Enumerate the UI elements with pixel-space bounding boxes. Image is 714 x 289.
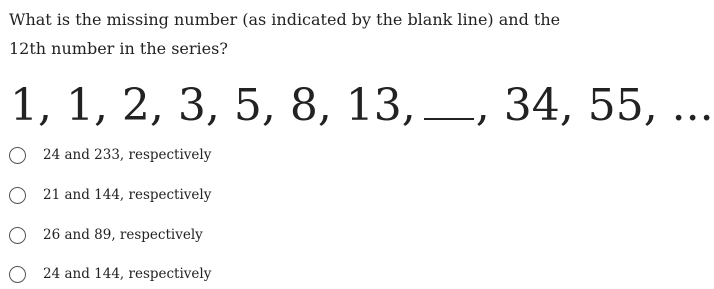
- answer-option-label: 26 and 89, respectively: [43, 227, 203, 243]
- answer-option-label: 21 and 144, respectively: [43, 187, 212, 203]
- question-text: What is the missing number (as indicated by the blank line) and the 12th number in the series?: [9, 10, 561, 58]
- answer-option-2[interactable]: [9, 182, 211, 208]
- radio-button-icon[interactable]: [9, 227, 26, 244]
- blank-line: [424, 80, 474, 120]
- answer-option-label: 24 and 144, respectively: [43, 266, 212, 282]
- radio-button-icon[interactable]: [9, 266, 26, 283]
- answer-option-4[interactable]: [9, 261, 211, 287]
- answer-option-1[interactable]: [9, 142, 211, 168]
- answer-option-3[interactable]: [9, 222, 203, 248]
- sequence-after-blank: , 34, 55, ...: [475, 80, 714, 131]
- radio-button-icon[interactable]: [9, 147, 26, 164]
- number-sequence: [10, 80, 714, 132]
- sequence-before-blank: 1, 1, 2, 3, 5, 8, 13,: [10, 80, 416, 131]
- radio-button-icon[interactable]: [9, 187, 26, 204]
- answer-option-label: 24 and 233, respectively: [43, 147, 212, 163]
